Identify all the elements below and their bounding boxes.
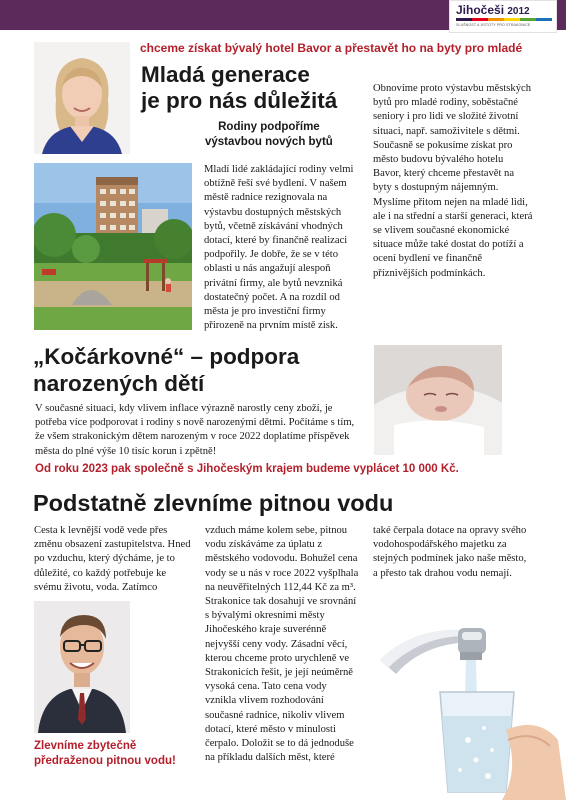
logo-stripe-3 bbox=[488, 18, 504, 21]
section3-column1-text: Cesta k levnější vodě vede přes změnu obsazení zastupitelstva. Hned po vzduchu, který dýcháme, je to důležité, co každý potřebuje ke svému životu, voda. Zatímco bbox=[34, 525, 191, 593]
section3-column2-text: vzduch máme kolem sebe, pitnou vodu získáváme za úplatu z městského vodovodu. Bohužel cena vody se u nás v roce 2022 vyšplhala na neuvěřitelných 112,44 Kč za m³. Strakonice tak dosahují ve srovnání s bývalými okresními městy Jihočeského kraje suverénně nejvyšší ceny vody. Zásadní věcí, kterou chceme proto urychleně ve Strakonicích řešit, je její neúměrně vysoká cena. Tato cena vody vznikla vlivem rozhodování současné radnice, nikoliv vlivem dotací, které město v minulosti čerpalo. Doložit se to dá jednoduše na příkladu dalších měst, které bbox=[205, 525, 359, 764]
section2-title-line2: narozených dětí bbox=[33, 371, 205, 396]
section1-subtitle-line1: Rodiny podpoříme bbox=[218, 121, 320, 133]
logo-stripe-1 bbox=[456, 18, 472, 21]
section2-title-line1: „Kočárkovné“ – podpora bbox=[33, 344, 300, 369]
section1-title-line2: je pro nás důležitá bbox=[141, 88, 338, 113]
section1-title-line1: Mladá generace bbox=[141, 62, 310, 87]
logo-stripe-4 bbox=[504, 18, 520, 21]
water-tap-glass-photo bbox=[372, 620, 566, 800]
newborn-baby-photo bbox=[374, 345, 502, 455]
portrait-woman-photo bbox=[34, 42, 130, 154]
portrait-man-photo bbox=[34, 601, 130, 733]
section1-column2-text: Obnovíme proto výstavbu městských bytů pro mladé rodiny, soběstačné seniory i pro lidi ve složité životní situaci, např. samoživitele s dětmi. Současně se pokusíme získat pro město budovu bývalého hotelu Bavor, který chceme přestavět na byty s dostupným nájemným. Myslíme přitom nejen na mladé lidi, ale i na střední a starší generaci, která se vlivem současné ekonomické situace může také dostat do potíží a ocení bydlení ve finančně příznivějších podmínkách. bbox=[373, 83, 533, 279]
section1-kicker: chceme získat bývalý hotel Bavor a přestavět ho na byty pro mladé bbox=[140, 41, 523, 55]
logo-year: 2012 bbox=[507, 6, 530, 17]
section3-column3-text: také čerpala dotace na opravy svého vodohospodářského majetku za stejných podmínek jako naše město, a přesto tak drahou vodu nemají. bbox=[373, 525, 527, 579]
section3-title: Podstatně zlevníme pitnou vodu bbox=[33, 490, 394, 516]
housing-playground-photo bbox=[34, 163, 192, 330]
section1-subtitle-line2: výstavbou nových bytů bbox=[205, 136, 333, 148]
logo-stripes bbox=[456, 18, 552, 21]
party-logo bbox=[449, 0, 557, 33]
logo-stripe-2 bbox=[472, 18, 488, 21]
logo-tagline: SLUŠNOST A JISTOTY PRO STRAKONICE bbox=[456, 23, 531, 27]
section2-body-text: V současné situaci, kdy vlivem inflace výrazně narostly ceny zboží, je potřeba více podporovat i rodiny s nově narozenými dětmi. Počítáme s tím, že všem strakonickým dětem narozeným v roce 2022 doplatíme příspěvek města do plné výše 10 tisíc korun i zpětně! bbox=[35, 403, 355, 457]
logo-stripe-5 bbox=[520, 18, 536, 21]
section3-caption-line2: předraženou pitnou vodu! bbox=[34, 755, 176, 767]
section2-highlight: Od roku 2023 pak společně s Jihočeským krajem budeme vyplácet 10 000 Kč. bbox=[35, 463, 459, 475]
logo-title: Jihočeši bbox=[456, 3, 505, 17]
logo-stripe-6 bbox=[536, 18, 552, 21]
section3-caption-line1: Zlevníme zbytečně bbox=[34, 740, 137, 752]
section1-column1-text: Mladí lidé zakládající rodiny velmi obtížně řeší své bydlení. V našem městě radnice rezignovala na výstavbu dostupných městských bytů, včetně získávání vhodných dotací, které by finančně realizaci podpořily. Je dobře, že se v této oblasti u nás angažují alespoň privátní firmy, ale bytů nevzniká dostatečný počet. A na rozdíl od města je pro investiční firmy přirozeně na prvním místě zisk. bbox=[204, 164, 354, 332]
